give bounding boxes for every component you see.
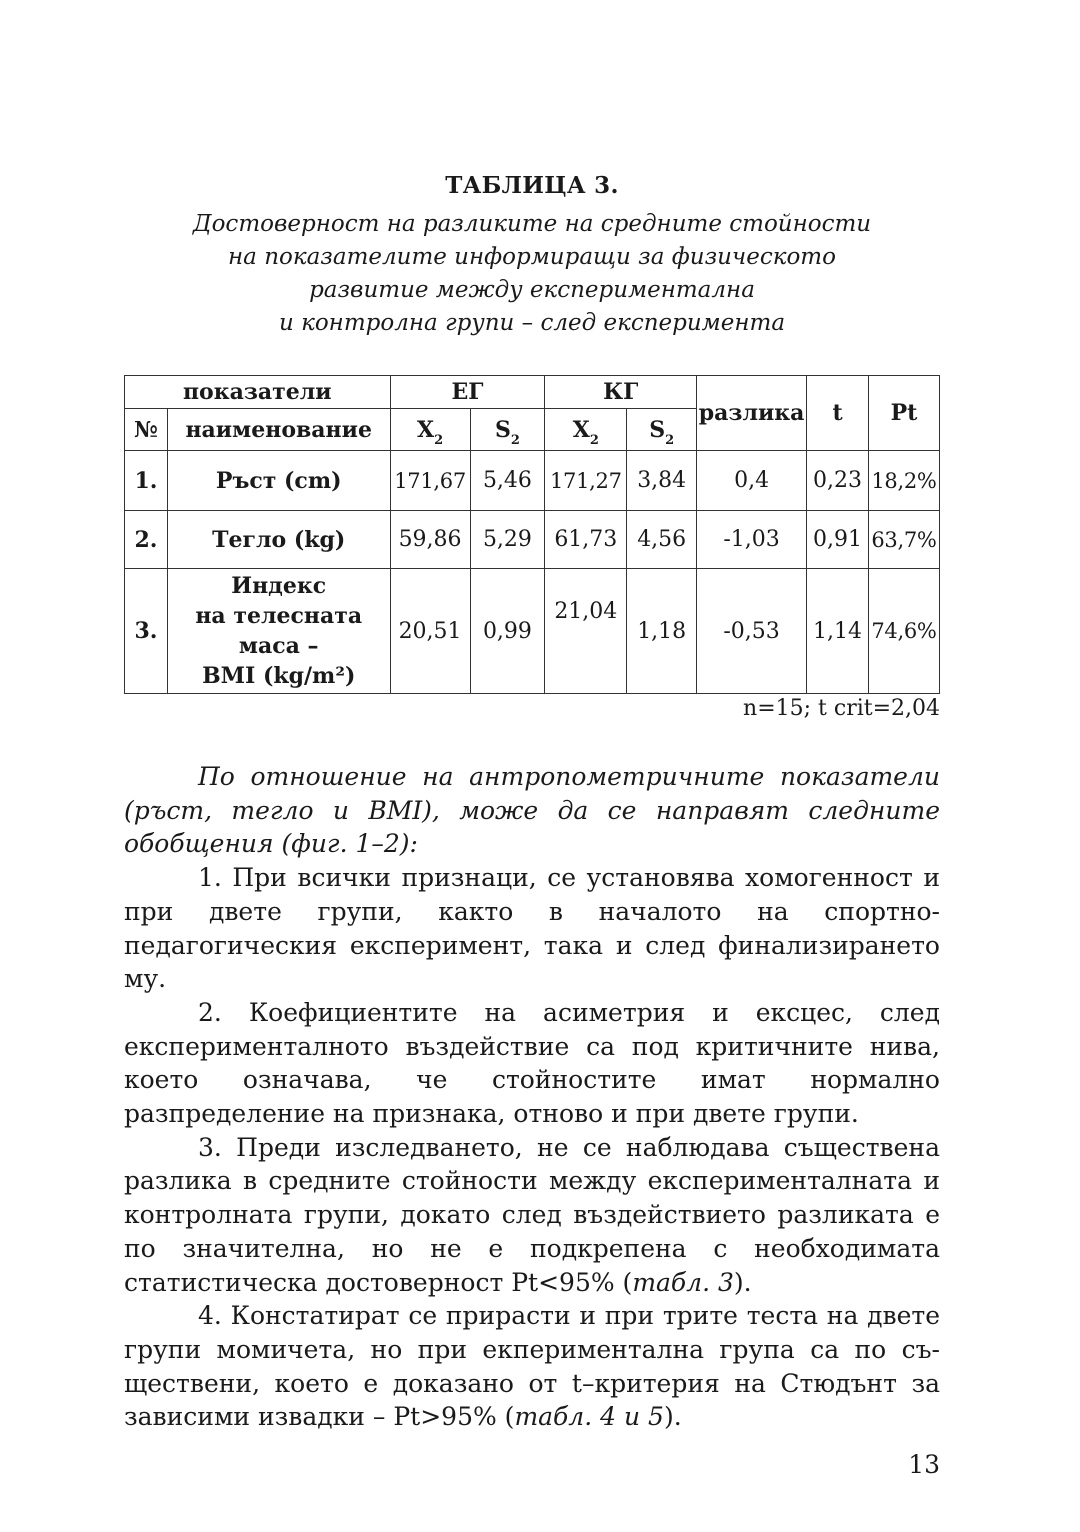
cell-pt: 63,7% [868,511,939,569]
row-number: 3. [125,569,168,694]
cell-eg-s: 0,99 [470,569,545,694]
table-reference: табл. 3 [632,1267,734,1297]
header-pt: Pt [868,376,939,451]
cell-eg-x: 59,86 [390,511,470,569]
paragraph-item-4: 4. Констатират се прирасти и при трите теста на двете групи момичета, но при екпериментална група са по съществени, което е доказано от t–критерия на Стюдънт за зависими извадки – Pt>95% (табл. 4 и 5). [124,1301,940,1432]
header-kg-s: $S_2$ [627,409,697,451]
table-title: ТАБЛИЦА 3. [445,172,619,199]
caption-line: и контролна групи – след експеримента [278,310,786,336]
cell-difference: -1,03 [697,511,807,569]
cell-kg-s: 4,56 [627,511,697,569]
cell-eg-s: 5,29 [470,511,545,569]
row-number: 1. [125,451,168,511]
page-number: 13 [908,1450,940,1479]
cell-t: 0,23 [807,451,869,511]
header-number: № [125,409,168,451]
header-eg-s: $S_2$ [470,409,545,451]
cell-difference: -0,53 [697,569,807,694]
header-difference: разлика [697,376,807,451]
cell-kg-x: 61,73 [545,511,627,569]
cell-pt: 74,6% [868,569,939,694]
caption-line: развитие между експериментална [309,277,755,303]
table-row [125,451,940,511]
results-table [124,375,940,694]
table-footnote: n=15; t crit=2,04 [743,696,940,721]
cell-kg-x: 21,04 [545,569,627,694]
cell-t: 1,14 [807,569,869,694]
header-indicators: показатели [125,376,391,409]
cell-difference: 0,4 [697,451,807,511]
table-reference: табл. 4 и 5 [514,1402,664,1432]
header-t: t [807,376,869,451]
table-row [125,511,940,569]
cell-t: 0,91 [807,511,869,569]
cell-eg-s: 5,46 [470,451,545,511]
cell-kg-s: 1,18 [627,569,697,694]
header-row [125,376,940,409]
header-eg: ЕГ [390,376,545,409]
body-text [124,760,940,1434]
paragraph-item-2: 2. Коефициентите на асиметрия и ексцес, след експерименталното въздействие са под критичните нива, което означава, че стойностите имат нормално разпределение на признака, отново и при двете групи. [124,997,940,1129]
cell-eg-x: 171,67 [390,451,470,511]
paragraph-item-3: 3. Преди изследването, не се наблюдава съществена разлика в средните стойности между експерименталната и контролната групи, докато след въздействието разликата е по значителна, но не е подкрепена с необходимата статистическа достоверност Pt<95% (табл. 3). [124,1132,940,1297]
header-kg: КГ [545,376,697,409]
row-number: 2. [125,511,168,569]
row-name: Индекс на телесната маса – BMI (kg/m²) [167,569,390,694]
paragraph-item-1: 1. При всички признаци, се установява хомогенност и при двете групи, както в началото на спортно-педагогическия експеримент, така и след финализирането му. [124,863,940,994]
cell-kg-s: 3,84 [627,451,697,511]
cell-eg-x: 20,51 [390,569,470,694]
caption-line: Достоверност на разликите на средните стойности [192,211,872,237]
caption-line: на показателите информиращи за физическото [228,244,836,270]
row-name: Тегло (kg) [167,511,390,569]
document-page [124,0,940,1532]
header-eg-x: $X_2$ [390,409,470,451]
cell-pt: 18,2% [868,451,939,511]
table-caption [124,208,940,340]
row-name: Ръст (cm) [167,451,390,511]
header-name: наименование [167,409,390,451]
lead-paragraph: По отношение на антропометричните показатели (ръст, тегло и BMI), може да се направят следните обобщения (фиг. 1–2): [124,762,940,859]
cell-kg-x: 171,27 [545,451,627,511]
header-kg-x: $X_2$ [545,409,627,451]
table-row [125,569,940,694]
